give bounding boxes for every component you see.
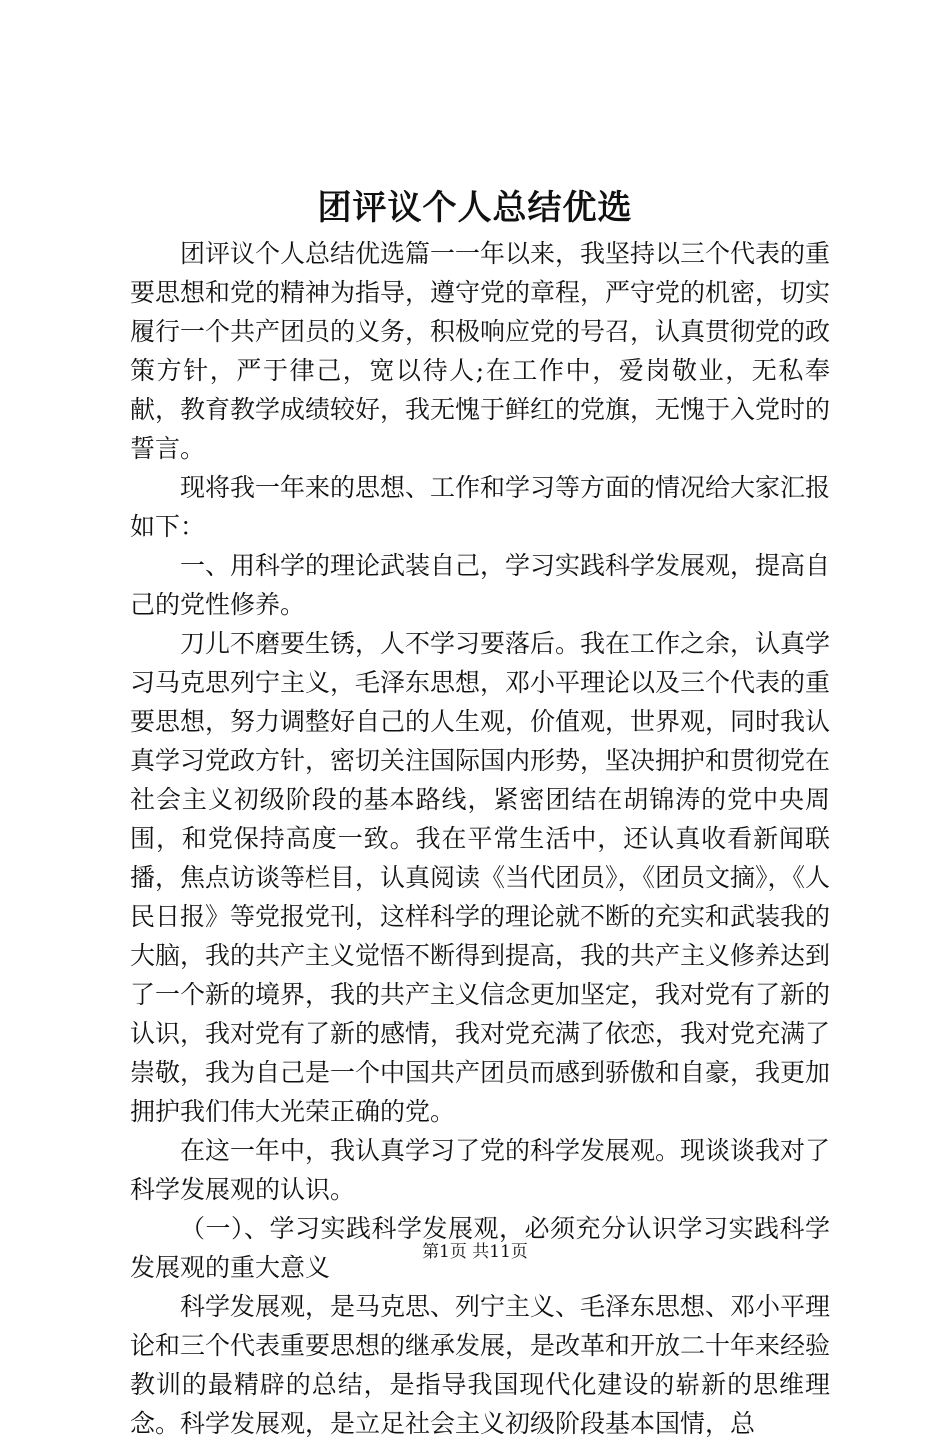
paragraph-report: 现将我一年来的思想、工作和学习等方面的情况给大家汇报如下： [130,473,831,541]
paragraph-intro: 团评议个人总结优选篇一一年以来，我坚持以三个代表的重要思想和党的精神为指导，遵守党的章程，严守党的机密，切实履行一个共产团员的义务，积极响应党的号召，认真贯彻党的政策方针，严于律己，宽以待人;在工作中，爱岗敬业，无私奉献，教育教学成绩较好，我无愧于鲜红的党旗，无愧于入党时的誓言。 [130,239,831,463]
paragraph-heading-one: 一、用科学的理论武装自己，学习实践科学发展观，提高自己的党性修养。 [130,551,831,619]
page-number: 第1页 共11页 [422,1242,528,1262]
paragraph-year-study: 在这一年中，我认真学习了党的科学发展观。现谈谈我对了科学发展观的认识。 [130,1136,831,1204]
paragraph-scientific-development: 科学发展观，是马克思、列宁主义、毛泽东思想、邓小平理论和三个代表重要思想的继承发展，是改革和开放二十年来经验教训的最精辟的总结，是指导我国现代化建设的崭新的思维理念。科学发展观，是立足社会主义初级阶段基本国情，总 [130,1292,831,1438]
paragraph-subheading-one: （一）、学习实践科学发展观，必须充分认识学习实践科学发展观的重大意义 [130,1214,830,1282]
paragraph-study: 刀儿不磨要生锈，人不学习要落后。我在工作之余，认真学习马克思列宁主义，毛泽东思想，邓小平理论以及三个代表的重要思想，努力调整好自己的人生观，价值观，世界观，同时我认真学习党政方针，密切关注国际国内形势，坚决拥护和贯彻党在社会主义初级阶段的基本路线，紧密团结在胡锦涛的党中央周围，和党保持高度一致。我在平常生活中，还认真收看新闻联播，焦点访谈等栏目，认真阅读《当代团员》，《团员文摘》，《人民日报》等党报党刊，这样科学的理论就不断的充实和武装我的大脑，我的共产主义觉悟不断得到提高，我的共产主义修养达到了一个新的境界，我的共产主义信念更加坚定，我对党有了新的认识，我对党有了新的感情，我对党充满了依恋，我对党充满了崇敬，我为自己是一个中国共产团员而感到骄傲和自豪，我更加拥护我们伟大光荣正确的党。 [130,629,831,1126]
document-title: 团评议个人总结优选 [317,188,633,228]
